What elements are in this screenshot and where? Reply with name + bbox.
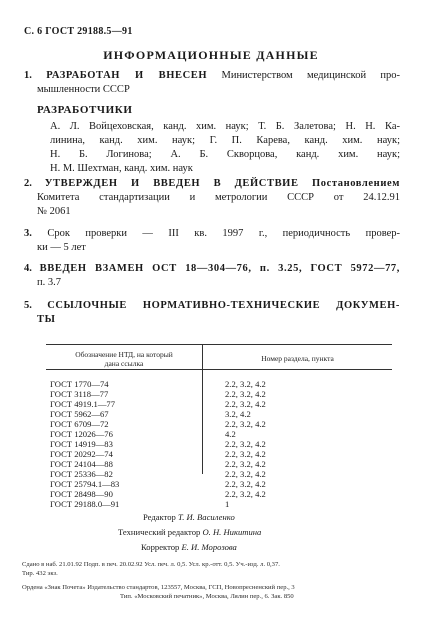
table-cell-designation: ГОСТ 3118—77 [50,389,109,399]
table-cell-designation: ГОСТ 20292—74 [50,449,113,459]
section-5-line-2: ТЫ [37,314,56,325]
page-title: ИНФОРМАЦИОННЫЕ ДАННЫЕ [103,48,319,62]
table-cell-designation: ГОСТ 29188.0—91 [50,499,120,509]
table-cell-designation: ГОСТ 28498—90 [50,489,113,499]
section-4-line-1 [24,262,400,276]
table-cell-section: 2.2, 3.2, 4.2 [225,399,266,409]
table-cell-section: 1 [225,499,230,509]
credit-tech-editor [118,527,261,537]
table-col1-header-line-2: дана ссылка [104,359,144,368]
table-cell-section: 2.2, 3.2, 4.2 [225,489,266,499]
credit-editor [143,512,235,522]
section-2-line-2: Комитета стандартизации и метрологии СССР от 24.12.91 [37,192,400,203]
credit-tech-editor-name: О. Н. Никитина [202,527,262,537]
section-3-number: 3. [24,228,32,239]
table-cell-designation: ГОСТ 25336—82 [50,469,113,479]
developers-heading: РАЗРАБОТЧИКИ [37,104,133,116]
section-3-text: Срок проверки — III кв. 1997 г., периодичность провер- [47,228,400,239]
section-2 [24,177,400,219]
section-5-line-1 [24,299,400,313]
table-cell-designation: ГОСТ 14919—83 [50,439,113,449]
section-4-text: ВВЕДЕН ВЗАМЕН ОСТ 18—304—76, п. 3.25, ГОСТ 5972—77, [39,263,401,274]
section-3-line-2: ки — 5 лет [37,242,86,253]
page-header: С. 6 ГОСТ 29188.5—91 [24,26,133,37]
table-cell-designation: ГОСТ 24104—88 [50,459,113,469]
table-cell-section: 2.2, 3.2, 4.2 [225,469,266,479]
developers-line-2: линина, канд. хим. наук; Г. П. Карева, канд. хим. наук; [50,135,400,146]
section-1-text: Министерством медицинской про- [221,70,400,81]
table-cell-designation: ГОСТ 4919.1—77 [50,399,116,409]
table-top-rule [46,344,392,345]
section-1-line-2: мышленности СССР [37,84,130,95]
section-1-number: 1. [24,70,32,81]
section-4-line-2: п. 3.7 [37,277,61,288]
credit-editor-name: Т. И. Василенко [178,512,235,522]
table-cell-section: 2.2, 3.2, 4.2 [225,439,266,449]
section-3 [24,227,400,255]
credit-corrector-name: Е. И. Морозова [181,542,237,552]
section-3-line-1 [24,227,400,241]
imprint-line-1: Сдано в наб. 21.01.92 Подп. в печ. 20.02.92 Усл. печ. л. 0,5. Усл. кр.-отт. 0,5. Уч.-изд. л. 0,37. [22,561,280,568]
section-1 [24,69,400,97]
table-cell-section: 2.2, 3.2, 4.2 [225,449,266,459]
section-1-line-1 [24,69,400,83]
imprint-line-4: Тип. «Московский печатник», Москва, Лялин пер., 6. Зак. 850 [120,593,294,600]
section-1-lead: РАЗРАБОТАН И ВНЕСЕН [46,70,208,81]
table-cell-designation: ГОСТ 25794.1—83 [50,479,120,489]
table-cell-section: 4.2 [225,429,236,439]
table-cell-section: 2.2, 3.2, 4.2 [225,419,266,429]
developers-line-3: Н. Б. Логинова; А. Б. Скворцова, канд. хим. наук; [50,149,400,160]
table-header-rule [46,369,392,370]
table-col1-header [46,350,202,368]
credit-tech-editor-role: Технический редактор [118,527,201,537]
imprint-line-3: Ордена «Знак Почета» Издательство стандартов, 123557, Москва, ГСП, Новопресненский пер., 3 [22,584,295,591]
table-cell-section: 2.2, 3.2, 4.2 [225,389,266,399]
table-col2-header: Номер раздела, пункта [261,354,334,363]
table-col1-header-line-1: Обозначение НТД, на который [75,350,173,359]
section-2-line-3: № 2061 [37,206,71,217]
table-cell-section: 3.2, 4.2 [225,409,251,419]
table-cell-section: 2.2, 3.2, 4.2 [225,379,266,389]
credit-corrector [141,542,237,552]
credit-editor-role: Редактор [143,512,176,522]
developers-list [50,120,400,176]
section-5 [24,299,400,327]
credit-corrector-role: Корректор [141,542,180,552]
section-2-line-1 [24,177,400,191]
developers-line-1: А. Л. Войцеховская, канд. хим. наук; Т. Б. Залетова; Н. Н. Ка- [50,121,400,132]
section-2-text: УТВЕРЖДЕН И ВВЕДЕН В ДЕЙСТВИЕ Постановлением [44,178,400,189]
table-column-divider [202,344,203,474]
imprint-line-2: Тир. 432 экз. [22,570,58,577]
section-2-number: 2. [24,178,32,189]
table-cell-section: 2.2, 3.2, 4.2 [225,459,266,469]
section-5-text: ССЫЛОЧНЫЕ НОРМАТИВНО-ТЕХНИЧЕСКИЕ ДОКУМЕН- [47,300,400,311]
table-cell-section: 2.2, 3.2, 4.2 [225,479,266,489]
section-5-number: 5. [24,300,32,311]
developers-line-4: Н. М. Шехтман, канд. хим. наук [50,163,193,174]
table-cell-designation: ГОСТ 12026—76 [50,429,113,439]
table-cell-designation: ГОСТ 1770—74 [50,379,109,389]
table-cell-designation: ГОСТ 6709—72 [50,419,109,429]
table-cell-designation: ГОСТ 5962—67 [50,409,109,419]
section-4-number: 4. [24,263,32,274]
section-4 [24,262,400,290]
